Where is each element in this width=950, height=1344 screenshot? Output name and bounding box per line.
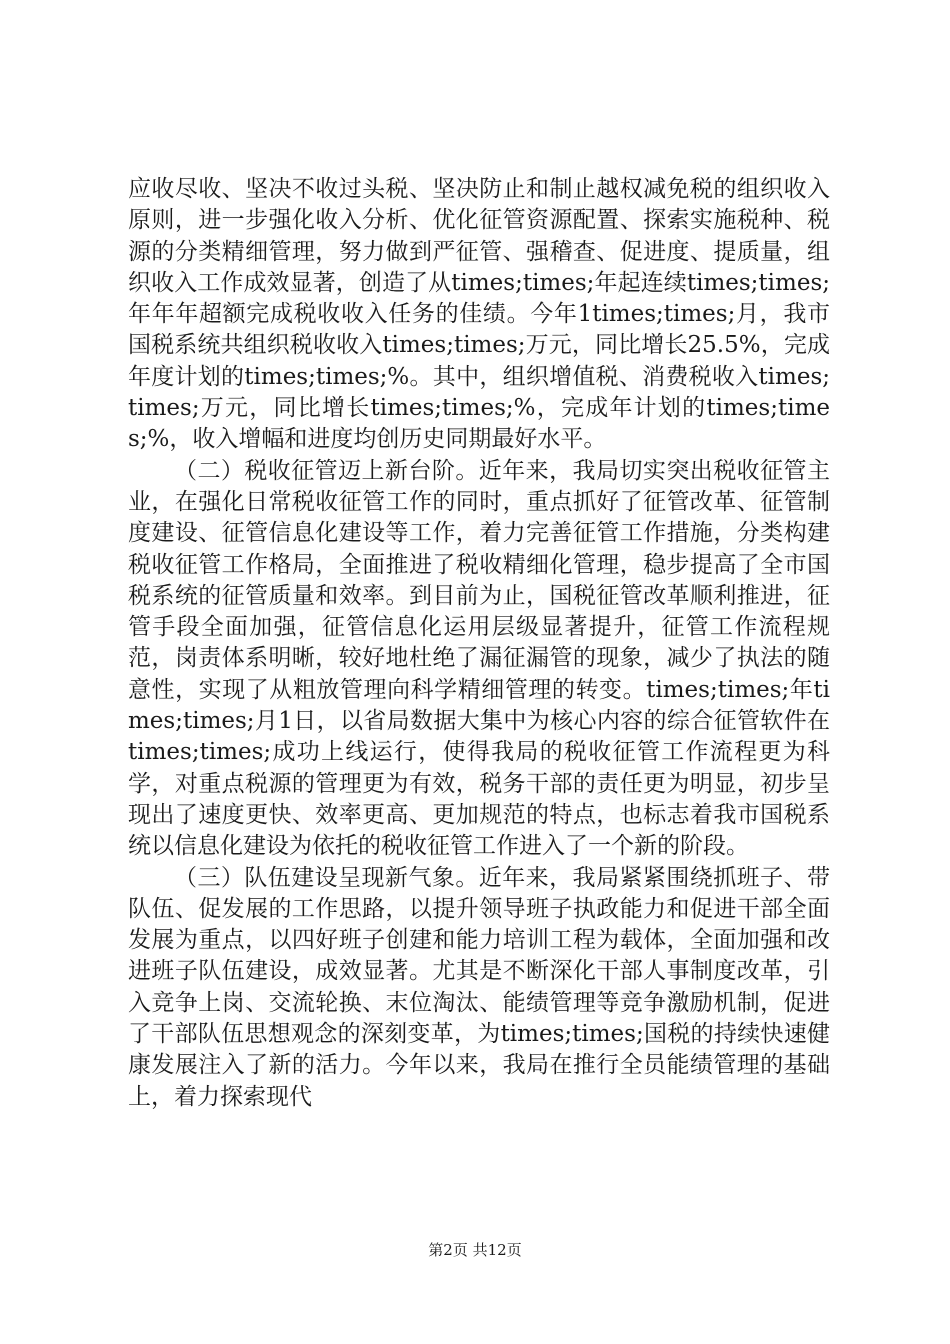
paragraph-team-building: （三）队伍建设呈现新气象。近年来，我局紧紧围绕抓班子、带队伍、促发展的工作思路，以提升领导班子执政能力和促进干部全面发展为重点，以四好班子创建和能力培训工程为载体，全面加强和改进班子队伍建设，成效显著。尤其是不断深化干部人事制度改革，引入竞争上岗、交流轮换、末位淘汰、能绩管理等竞争激励机制，促进了干部队伍思想观念的深刻变革，为times;times;国税的持续快速健康发展注入了新的活力。今年以来，我局在推行全员能绩管理的基础上，着力探索现代 [128, 864, 830, 1110]
document-body [128, 174, 830, 1113]
page-footer [0, 1241, 950, 1259]
page-number-label: 第2页 共12页 [428, 1241, 522, 1259]
paragraph-tax-collection: （二）税收征管迈上新台阶。近年来，我局切实突出税收征管主业，在强化日常税收征管工作的同时，重点抓好了征管改革、征管制度建设、征管信息化建设等工作，着力完善征管工作措施，分类构建税收征管工作格局，全面推进了税收精细化管理，稳步提高了全市国税系统的征管质量和效率。到目前为止，国税征管改革顺利推进，征管手段全面加强，征管信息化运用层级显著提升，征管工作流程规范，岗责体系明晰，较好地杜绝了漏征漏管的现象，减少了执法的随意性，实现了从粗放管理向科学精细管理的转变。times;times;年times;times;月1日，以省局数据大集中为核心内容的综合征管软件在times;times;成功上线运行，使得我局的税收征管工作流程更为科学，对重点税源的管理更为有效，税务干部的责任更为明显，初步呈现出了速度更快、效率更高、更加规范的特点，也标志着我市国税系统以信息化建设为依托的税收征管工作进入了一个新的阶段。 [128, 457, 830, 860]
paragraph-revenue-continued: 应收尽收、坚决不收过头税、坚决防止和制止越权减免税的组织收入原则，进一步强化收入分析、优化征管资源配置、探索实施税种、税源的分类精细管理，努力做到严征管、强稽查、促进度、提质量，组织收入工作成效显著，创造了从times;times;年起连续times;times;年年年超额完成税收收入任务的佳绩。今年1times;times;月，我市国税系统共组织税收收入times;times;万元，同比增长25.5%，完成年度计划的times;times;%。其中，组织增值税、消费税收入times;times;万元，同比增长times;times;%，完成年计划的times;times;%，收入增幅和进度均创历史同期最好水平。 [128, 176, 830, 453]
